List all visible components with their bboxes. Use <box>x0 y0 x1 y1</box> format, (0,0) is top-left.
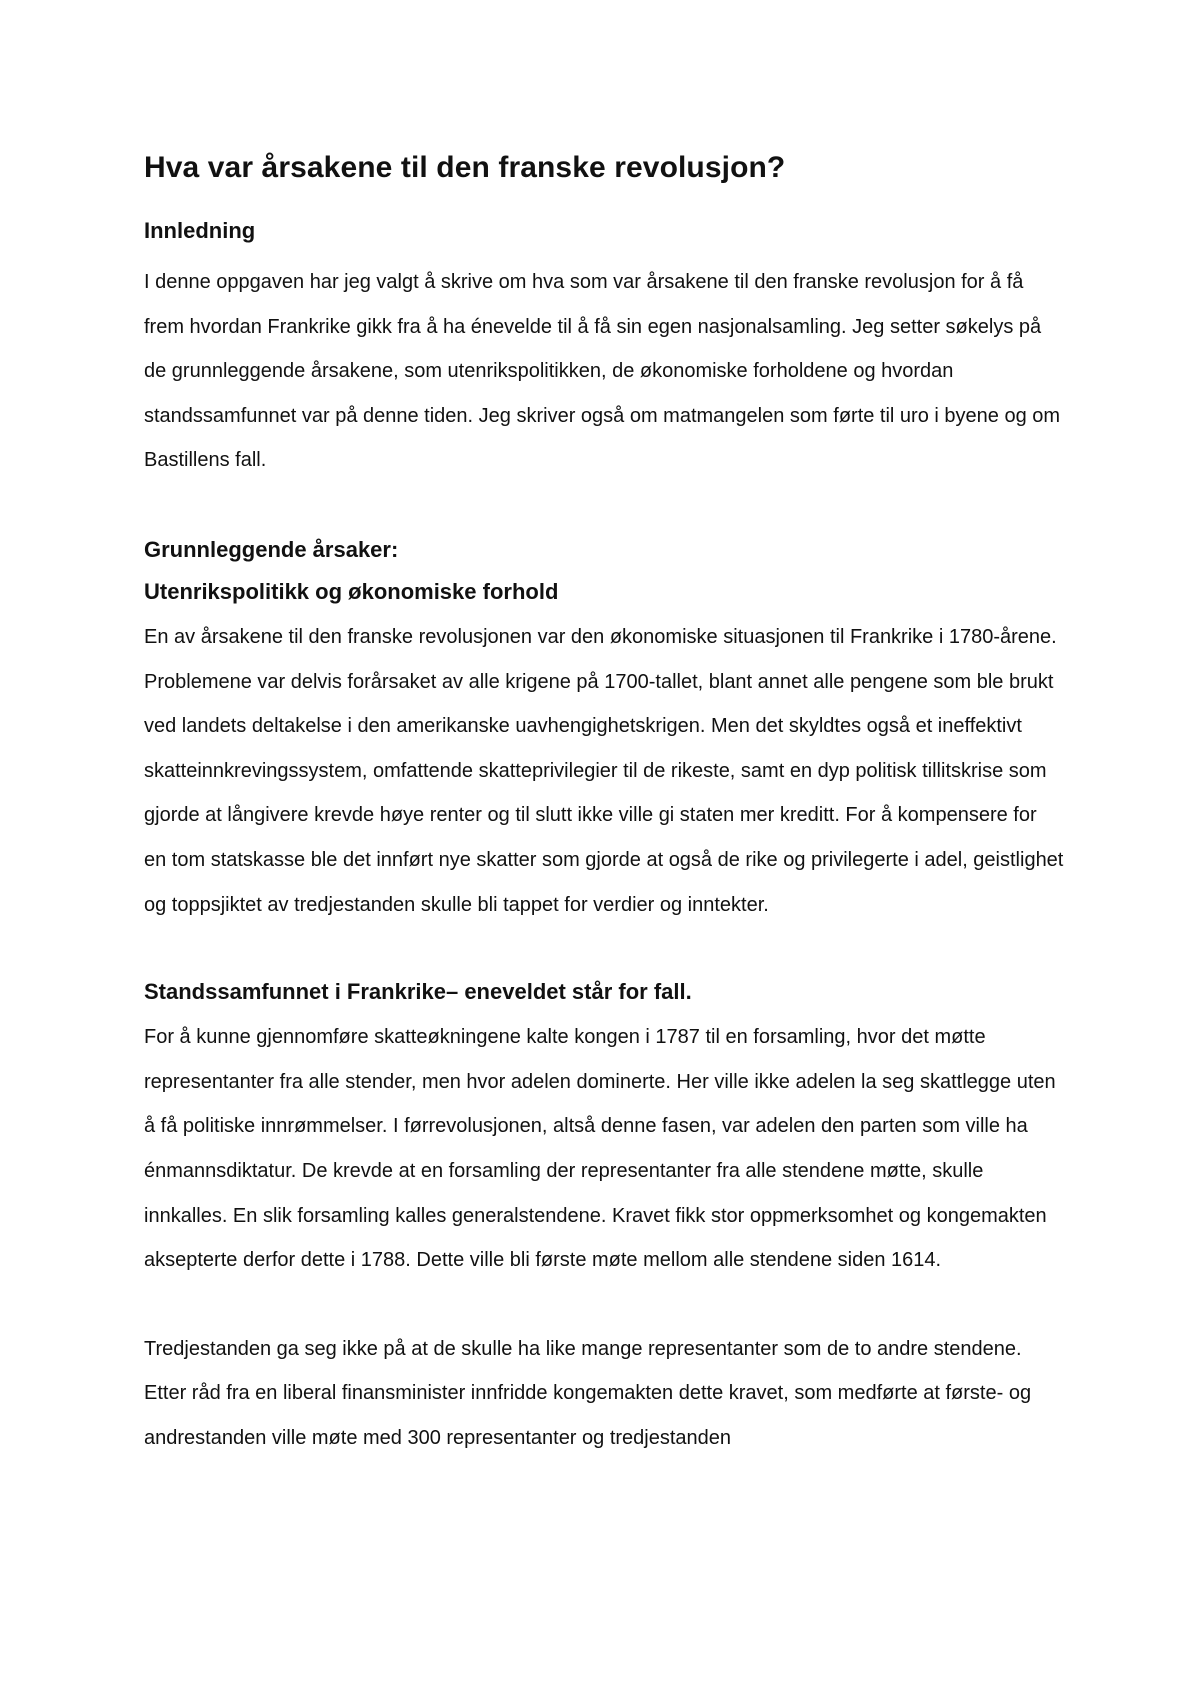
document-title: Hva var årsakene til den franske revolusjon? <box>144 151 786 184</box>
paragraph-estates-general: For å kunne gjennomføre skatteøkningene kalte kongen i 1787 til en forsamling, hvor det møtte representanter fra alle stender, men hvor adelen dominerte. Her ville ikke adelen la seg skattlegge uten å få politiske innrømmelser. I førrevolusjonen, altså denne fasen, var adelen den parten som ville ha énmannsdiktatur. De krevde at en forsamling der representanter fra alle stendene møtte, skulle innkalles. En slik forsamling kalles generalstendene. Kravet fikk stor oppmerksomhet og kongemakten aksepterte derfor dette i 1788. Dette ville bli første møte mellom alle stendene siden 1614. <box>144 1026 1056 1272</box>
subheading-foreign-policy-economy: Utenrikspolitikk og økonomiske forhold <box>144 578 559 604</box>
paragraph-introduction: I denne oppgaven har jeg valgt å skrive om hva som var årsakene til den franske revolusjon for å få frem hvordan Frankrike gikk fra å ha énevelde til å få sin egen nasjonalsamling. Jeg setter søkelys på de grunnleggende årsakene, som utenrikspolitikken, de økonomiske forholdene og hvordan standssamfunnet var på denne tiden. Jeg skriver også om matmangelen som førte til uro i byene og om Bastillens fall. <box>144 271 1061 472</box>
document-body <box>144 148 1064 1460</box>
paragraph-economy: En av årsakene til den franske revolusjonen var den økonomiske situasjonen til Frankrike i 1780-årene. Problemene var delvis forårsaket av alle krigene på 1700-tallet, blant annet alle pengene som ble brukt ved landets deltakelse i den amerikanske uavhengighetskrigen. Men det skyldtes også et ineffektivt skatteinnkrevingssystem, omfattende skatteprivilegier til de rikeste, samt en dyp politisk tillitskrise som gjorde at långivere krevde høye renter og til slutt ikke ville gi staten mer kreditt. For å kompensere for en tom statskasse ble det innført nye skatter som gjorde at også de rike og privilegerte i adel, geistlighet og toppsjiktet av tredjestanden skulle bli tappet for verdier og inntekter. <box>144 625 1064 916</box>
heading-estates-society: Standssamfunnet i Frankrike– eneveldet står for fall. <box>144 979 692 1005</box>
heading-basic-causes: Grunnleggende årsaker: <box>144 536 399 562</box>
paragraph-third-estate: Tredjestanden ga seg ikke på at de skulle ha like mange representanter som de to andre stendene. Etter råd fra en liberal finansminister innfridde kongemakten dette kravet, som medførte at første- og andrestanden ville møte med 300 representanter og tredjestanden <box>144 1337 1032 1449</box>
heading-introduction: Innledning <box>144 218 256 243</box>
